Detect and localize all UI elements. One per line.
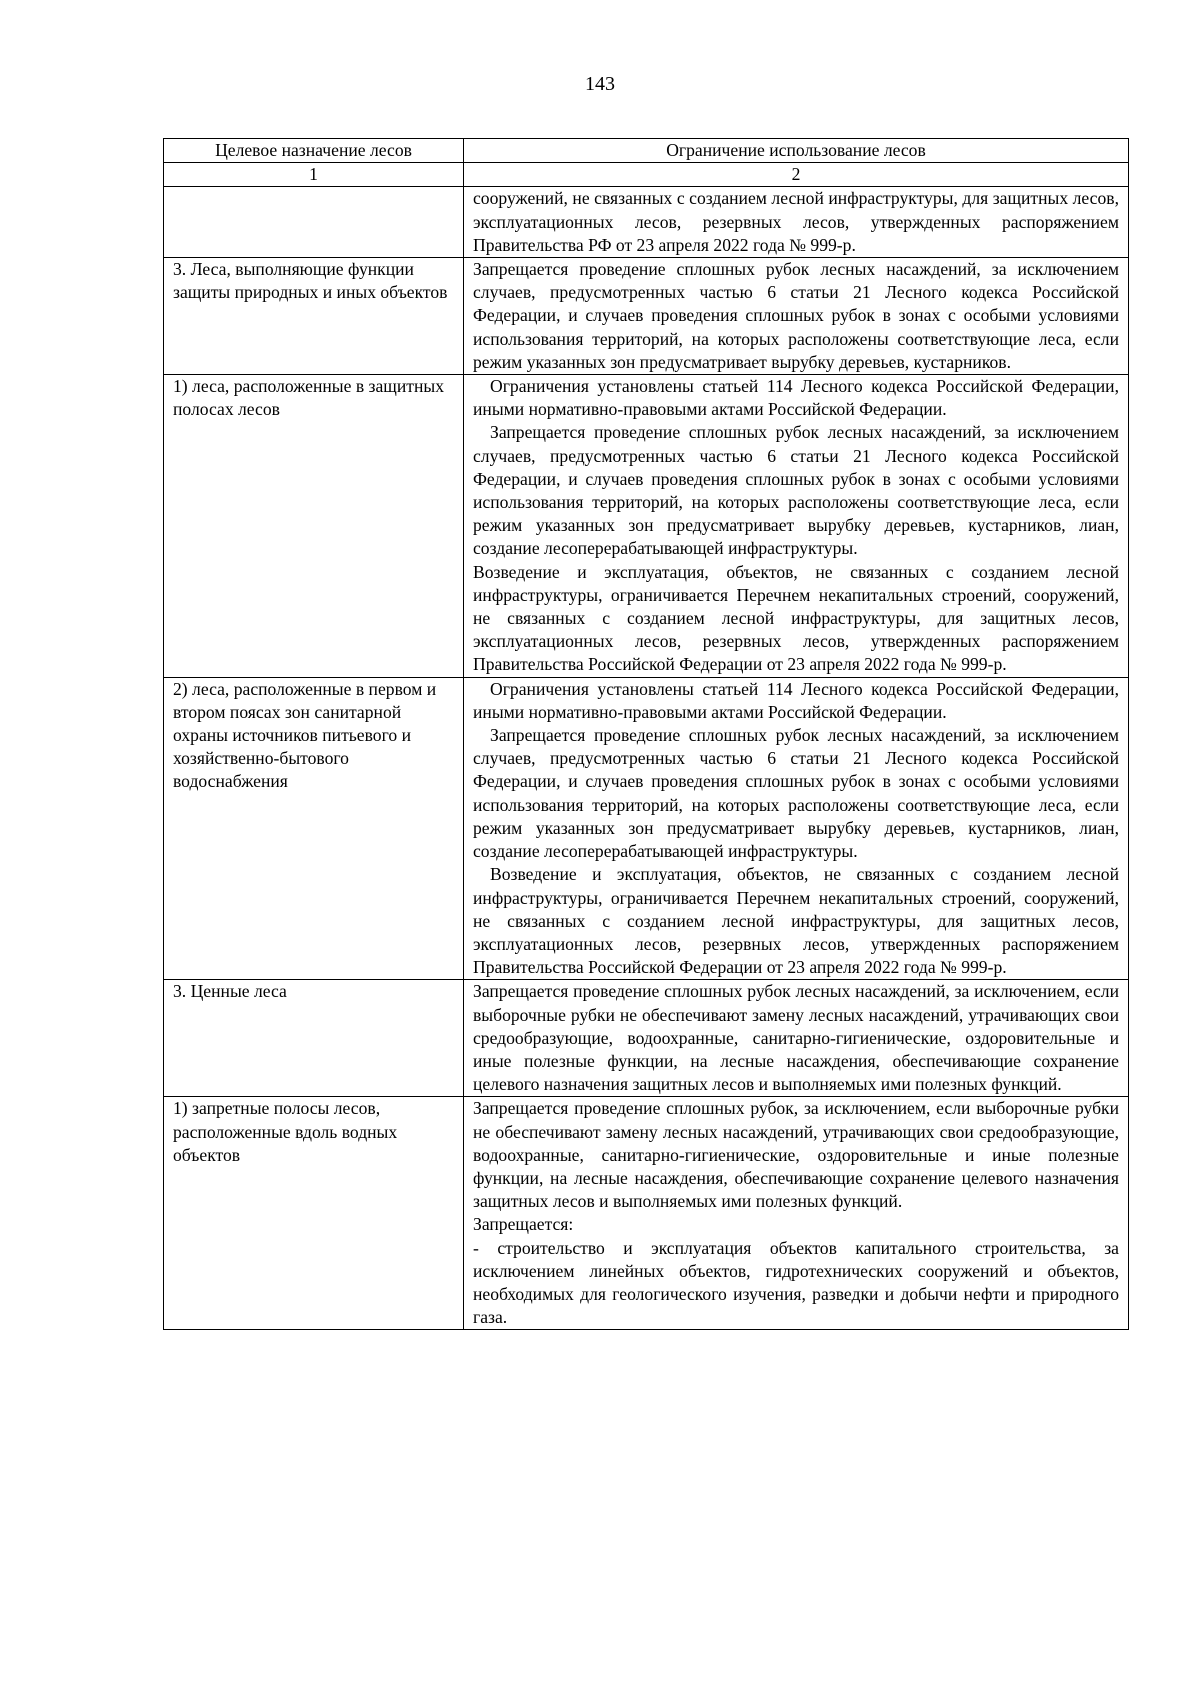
restriction-cell	[464, 258, 1129, 375]
restriction-paragraph: - строительство и эксплуатация объектов капитального строительства, за исключением линейных объектов, гидротехнических сооружений и объектов, необходимых для геологического изучения, разведки и добычи нефти и природного газа.	[473, 1237, 1119, 1328]
header-restriction: Ограничение использование лесов	[464, 139, 1129, 163]
header-row	[164, 139, 1129, 163]
restriction-cell	[464, 677, 1129, 980]
forest-restrictions-table	[163, 138, 1129, 1330]
restriction-paragraph: Запрещается проведение сплошных рубок лесных насаждений, за исключением случаев, предусмотренных частью 6 статьи 21 Лесного кодекса Российской Федерации, и случаев проведения сплошных рубок в зонах с особыми условиями использования территорий, на которых расположены соответствующие леса, если режим указанных зон предусматривает вырубку деревьев, кустарников.	[473, 259, 1119, 372]
forest-purpose-cell: 3. Леса, выполняющие функции защиты природных и иных объектов	[164, 258, 464, 375]
header-purpose: Целевое назначение лесов	[164, 139, 464, 163]
restriction-paragraph: Запрещается проведение сплошных рубок лесных насаждений, за исключением, если выборочные рубки не обеспечивают замену лесных насаждений, утрачивающих свои средообразующие, водоохранные, санитарно-гигиенические, оздоровительные и иные полезные функции, на лесные насаждения, обеспечивающие сохранение целевого назначения защитных лесов и выполняемых ими полезных функций.	[473, 981, 1119, 1095]
table-row	[164, 375, 1129, 678]
table-body	[164, 187, 1129, 1330]
table-row	[164, 258, 1129, 375]
forest-purpose-cell	[164, 187, 464, 258]
page-number: 143	[585, 73, 615, 95]
restriction-paragraph: Запрещается:	[473, 1214, 574, 1235]
restriction-paragraph: Запрещается проведение сплошных рубок лесных насаждений, за исключением случаев, предусмотренных частью 6 статьи 21 Лесного кодекса Российской Федерации, и случаев проведения сплошных рубок в зонах с особыми условиями использования территорий, на которых расположены соответствующие леса, если режим указанных зон предусматривает вырубку деревьев, кустарников, лиан, создание лесоперерабатывающей инфраструктуры.	[473, 725, 1119, 862]
forest-purpose-cell: 2) леса, расположенные в первом и втором поясах зон санитарной охраны источников питьевого и хозяйственно-бытового водоснабжения	[164, 677, 464, 980]
restriction-cell	[464, 1097, 1129, 1330]
restriction-cell	[464, 375, 1129, 678]
column-number-2: 2	[464, 163, 1129, 187]
column-number-1: 1	[164, 163, 464, 187]
table-row	[164, 187, 1129, 258]
restriction-paragraph: Возведение и эксплуатация, объектов, не связанных с созданием лесной инфраструктуры, ограничивается Перечнем некапитальных строений, сооружений, не связанных с созданием лесной инфраструктуры, для защитных лесов, эксплуатационных лесов, резервных лесов, утвержденных распоряжением Правительства Российской Федерации от 23 апреля 2022 года № 999-р.	[473, 561, 1119, 675]
forest-purpose-cell: 3. Ценные леса	[164, 980, 464, 1097]
restriction-paragraph: Ограничения установлены статьей 114 Лесного кодекса Российской Федерации, иными нормативно-правовыми актами Российской Федерации.	[473, 376, 1119, 420]
table-row	[164, 1097, 1129, 1330]
restriction-cell	[464, 187, 1129, 258]
restriction-cell	[464, 980, 1129, 1097]
restriction-paragraph: сооружений, не связанных с созданием лесной инфраструктуры, для защитных лесов, эксплуатационных лесов, резервных лесов, утвержденных распоряжением Правительства РФ от 23 апреля 2022 года № 999-р.	[473, 188, 1119, 255]
restriction-paragraph: Возведение и эксплуатация, объектов, не связанных с созданием лесной инфраструктуры, ограничивается Перечнем некапитальных строений, сооружений, не связанных с созданием лесной инфраструктуры, для защитных лесов, эксплуатационных лесов, резервных лесов, утвержденных распоряжением Правительства Российской Федерации от 23 апреля 2022 года № 999-р.	[473, 864, 1119, 978]
restriction-paragraph: Ограничения установлены статьей 114 Лесного кодекса Российской Федерации, иными нормативно-правовыми актами Российской Федерации.	[473, 678, 1119, 722]
column-number-row	[164, 163, 1129, 187]
table-row	[164, 980, 1129, 1097]
forest-purpose-cell: 1) леса, расположенные в защитных полосах лесов	[164, 375, 464, 678]
forest-purpose-cell: 1) запретные полосы лесов, расположенные вдоль водных объектов	[164, 1097, 464, 1330]
table-row	[164, 677, 1129, 980]
restriction-paragraph: Запрещается проведение сплошных рубок, за исключением, если выборочные рубки не обеспечивают замену лесных насаждений, утрачивающих свои средообразующие, водоохранные, санитарно-гигиенические, оздоровительные и иные полезные функции, на лесные насаждения, обеспечивающие сохранение целевого назначения защитных лесов и выполняемых ими полезных функций.	[473, 1098, 1119, 1212]
restriction-paragraph: Запрещается проведение сплошных рубок лесных насаждений, за исключением случаев, предусмотренных частью 6 статьи 21 Лесного кодекса Российской Федерации, и случаев проведения сплошных рубок в зонах с особыми условиями использования территорий, на которых расположены соответствующие леса, если режим указанных зон предусматривает вырубку деревьев, кустарников, лиан, создание лесоперерабатывающей инфраструктуры.	[473, 422, 1119, 559]
